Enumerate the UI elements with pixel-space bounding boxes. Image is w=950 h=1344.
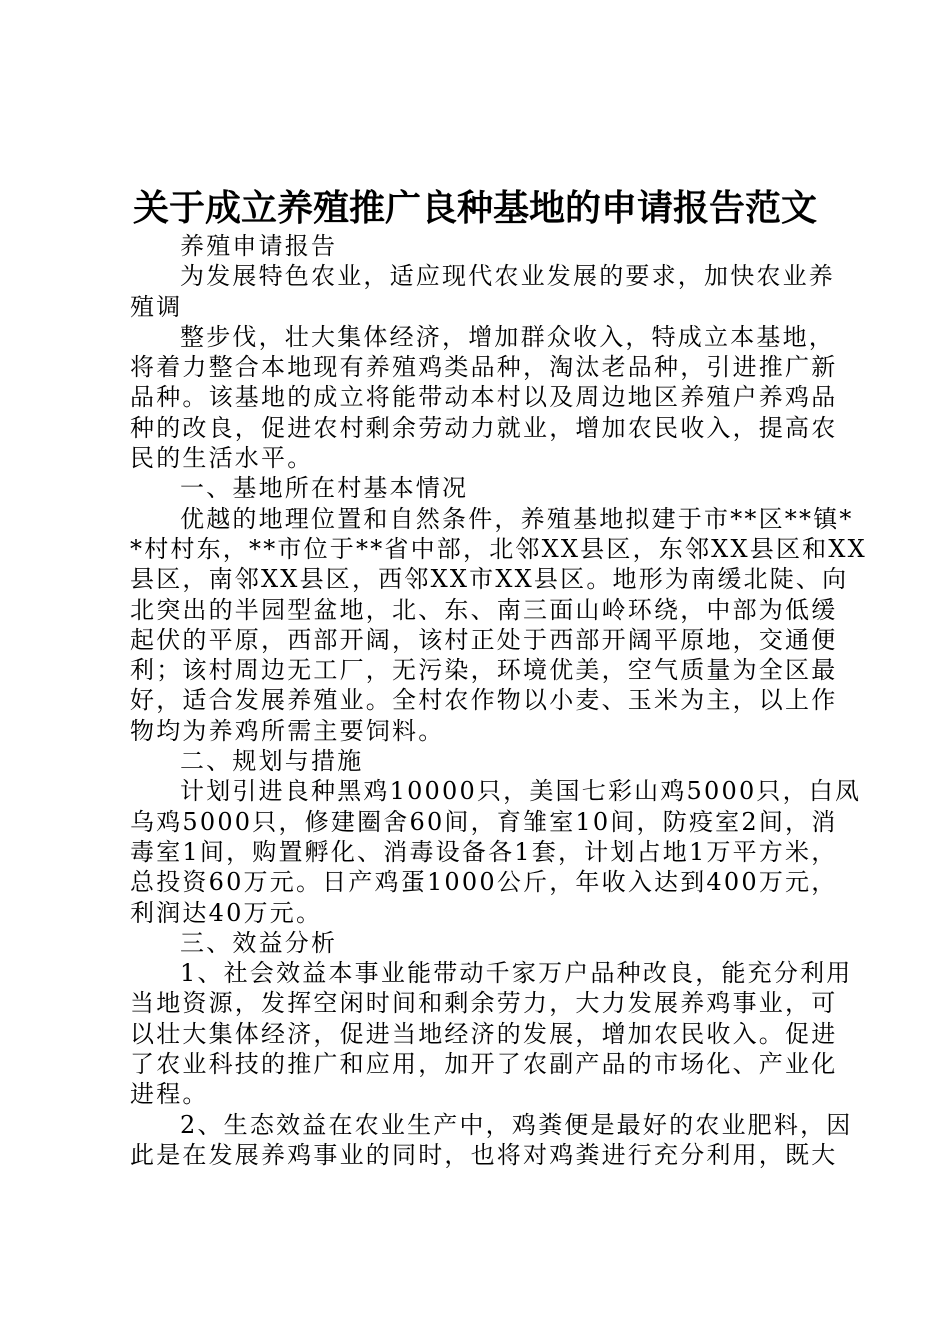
body-line: 优越的地理位置和自然条件，养殖基地拟建于市**区**镇* (180, 504, 854, 533)
body-line: 进程。 (130, 1080, 209, 1109)
body-line: 乌鸡5000只，修建圈舍60间，育雏室10间，防疫室2间，消 (130, 807, 838, 836)
body-line: 此是在发展养鸡事业的同时，也将对鸡粪进行充分利用，既大 (130, 1140, 838, 1169)
body-line: 利润达40万元。 (130, 898, 323, 927)
body-line: 种的改良，促进农村剩余劳动力就业，增加农民收入，提高农 (130, 413, 838, 442)
body-line: 起伏的平原，西部开阔，该村正处于西部开阔平原地，交通便 (130, 625, 838, 654)
body-line: 计划引进良种黑鸡10000只，美国七彩山鸡5000只，白凤 (180, 777, 862, 806)
body-line: 好，适合发展养殖业。全村农作物以小麦、玉米为主，以上作 (130, 686, 838, 715)
body-line: 品种。该基地的成立将能带动本村以及周边地区养殖户养鸡品 (130, 383, 838, 412)
body-line: 为发展特色农业，适应现代农业发展的要求，加快农业养 (180, 262, 835, 291)
body-line: 整步伐，壮大集体经济，增加群众收入，特成立本基地， (180, 322, 835, 351)
body-line: 北突出的半园型盆地，北、东、南三面山岭环绕，中部为低缓 (130, 595, 838, 624)
body-line: 殖调 (130, 292, 183, 321)
body-line: 二、规划与措施 (180, 747, 364, 776)
body-line: 三、效益分析 (180, 928, 338, 957)
body-line: *村村东，**市位于**省中部，北邻XX县区，东邻XX县区和XX (130, 534, 867, 563)
document-title: 关于成立养殖推广良种基地的申请报告范文 (132, 187, 817, 229)
body-line: 将着力整合本地现有养殖鸡类品种，淘汰老品种，引进推广新 (130, 353, 838, 382)
body-line: 1、社会效益本事业能带动千家万户品种改良，能充分利用 (180, 959, 853, 988)
body-line: 物均为养鸡所需主要饲料。 (130, 716, 445, 745)
body-line: 一、基地所在村基本情况 (180, 474, 469, 503)
body-line: 养殖申请报告 (180, 232, 338, 260)
document-body (130, 231, 867, 1170)
body-line: 2、生态效益在农业生产中，鸡粪便是最好的农业肥料，因 (180, 1110, 853, 1139)
body-line: 县区，南邻XX县区，西邻XX市XX县区。地形为南缓北陡、向 (130, 565, 849, 594)
body-line: 以壮大集体经济，促进当地经济的发展，增加农民收入。促进 (130, 1019, 838, 1048)
body-line: 毒室1间，购置孵化、消毒设备各1套，计划占地1万平方米， (130, 837, 838, 866)
body-line: 利；该村周边无工厂，无污染，环境优美，空气质量为全区最 (130, 656, 838, 685)
body-line: 当地资源，发挥空闲时间和剩余劳力，大力发展养鸡事业，可 (130, 989, 838, 1018)
body-line: 总投资60万元。日产鸡蛋1000公斤，年收入达到400万元， (130, 868, 838, 897)
body-line: 民的生活水平。 (130, 444, 314, 473)
body-line: 了农业科技的推广和应用，加开了农副产品的市场化、产业化 (130, 1050, 838, 1079)
